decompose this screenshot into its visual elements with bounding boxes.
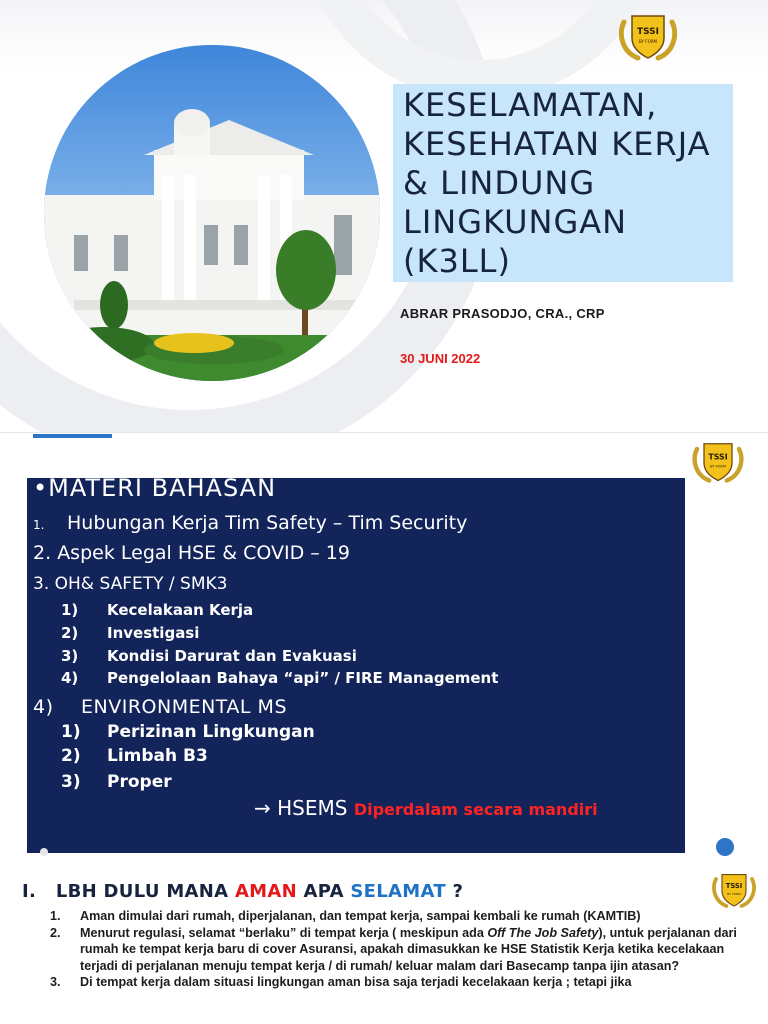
sub-list-item <box>61 669 498 687</box>
sub-list-item <box>61 647 357 665</box>
svg-text:BY FORM: BY FORM <box>727 891 741 896</box>
title-line: KESEHATAN KERJA <box>403 125 711 163</box>
sub-text: Proper <box>107 772 172 792</box>
list-number: 2. <box>50 925 61 940</box>
sub-number: 1) <box>61 722 81 742</box>
list-number: 3. <box>33 574 50 594</box>
title-line: & LINDUNG <box>403 164 596 202</box>
list-text: Aman dimulai dari rumah, diperjalanan, dan tempat kerja, sampai kembali ke rumah (KAMTIB) <box>80 909 641 923</box>
tssi-logo <box>690 440 746 486</box>
title-box <box>393 84 733 282</box>
list-item <box>33 574 227 594</box>
svg-text:BY FORM: BY FORM <box>639 39 657 44</box>
hsems-label: HSEMS <box>277 796 348 820</box>
sub-text: Investigasi <box>107 624 200 642</box>
sub-list-item <box>61 624 199 642</box>
heading-selamat: SELAMAT <box>350 881 446 902</box>
section-heading <box>22 881 463 902</box>
sub-number: 1) <box>61 601 79 619</box>
list-item <box>44 974 750 991</box>
heading-prefix: I. LBH DULU MANA <box>22 881 235 902</box>
svg-text:TSSI: TSSI <box>636 27 660 37</box>
author-name: ABRAR PRASODJO, CRA., CRP <box>400 306 605 321</box>
title-line: (K3LL) <box>403 242 511 280</box>
list-number: 1. <box>50 909 61 923</box>
decorative-dot <box>716 838 734 856</box>
panel-heading: •MATERI BAHASAN <box>33 474 277 502</box>
list-item <box>44 925 750 975</box>
presentation-date: 30 JUNI 2022 <box>400 351 481 366</box>
sub-text: Pengelolaan Bahaya “api” / FIRE Management <box>107 669 499 687</box>
svg-text:TSSI: TSSI <box>725 882 743 890</box>
heading-aman: AMAN <box>234 881 297 902</box>
list-number: 1. <box>33 518 45 532</box>
self-study-note: Diperdalam secara mandiri <box>353 800 598 819</box>
list-text: Aspek Legal HSE & COVID – 19 <box>57 542 350 564</box>
title-line: KESELAMATAN, <box>403 86 658 124</box>
slide-separator <box>0 432 768 433</box>
decorative-dot <box>40 848 48 856</box>
list-number: 3. <box>50 975 61 990</box>
building-photo <box>44 45 380 381</box>
list-item <box>44 908 750 925</box>
list-text: Hubungan Kerja Tim Safety – Tim Security <box>67 512 468 534</box>
list-item <box>33 512 467 534</box>
list-text: OH& SAFETY / SMK3 <box>54 574 228 594</box>
slide-title <box>0 0 768 432</box>
accent-bar <box>33 434 112 438</box>
title-line: LINGKUNGAN <box>403 203 628 241</box>
arrow-right-icon: → <box>254 796 271 820</box>
svg-text:BY FORM: BY FORM <box>710 464 726 469</box>
sub-number: 3) <box>61 772 81 792</box>
sub-list-item <box>61 601 253 619</box>
heading-suffix: ? <box>445 881 464 902</box>
list-text: Di tempat kerja dalam situasi lingkungan aman bisa saja terjadi kecelakaan kerja ; tetapi jika <box>80 975 632 990</box>
sub-number: 2) <box>61 746 81 766</box>
list-text: ), untuk perjalanan dari rumah ke tempat kerja baru di cover Asuransi, apakah dimasukkan ke HSE Statistik Kerja ketika kecelakaan terjadi di perjalanan menuju tempat kerja / di rumah/ keluar malam dari Basecamp tanpa ijin atasan? <box>80 925 737 973</box>
hsems-note <box>254 796 598 820</box>
list-text: Menurut regulasi, selamat “berlaku” di tempat kerja ( meskipun ada <box>80 925 488 940</box>
sub-list-item <box>61 772 172 792</box>
tssi-logo <box>616 12 680 64</box>
sub-text: Limbah B3 <box>107 746 208 766</box>
list-text: ENVIRONMENTAL MS <box>81 696 288 718</box>
sub-text: Kondisi Darurat dan Evakuasi <box>107 647 357 665</box>
list-number: 4) <box>33 696 54 718</box>
svg-text:TSSI: TSSI <box>708 452 728 462</box>
heading-mid: APA <box>296 881 351 902</box>
sub-number: 2) <box>61 624 79 642</box>
sub-number: 3) <box>61 647 79 665</box>
materi-panel <box>27 474 685 853</box>
sub-text: Kecelakaan Kerja <box>107 601 254 619</box>
list-number: 2. <box>33 542 52 564</box>
sub-list-item <box>61 722 315 742</box>
sub-text: Perizinan Lingkungan <box>107 722 315 742</box>
list-item <box>33 696 287 718</box>
list-text-italic: Off The Job Safety <box>487 925 599 940</box>
numbered-list <box>44 908 750 991</box>
list-item <box>33 542 350 564</box>
sub-number: 4) <box>61 669 79 687</box>
sub-list-item <box>61 746 208 766</box>
